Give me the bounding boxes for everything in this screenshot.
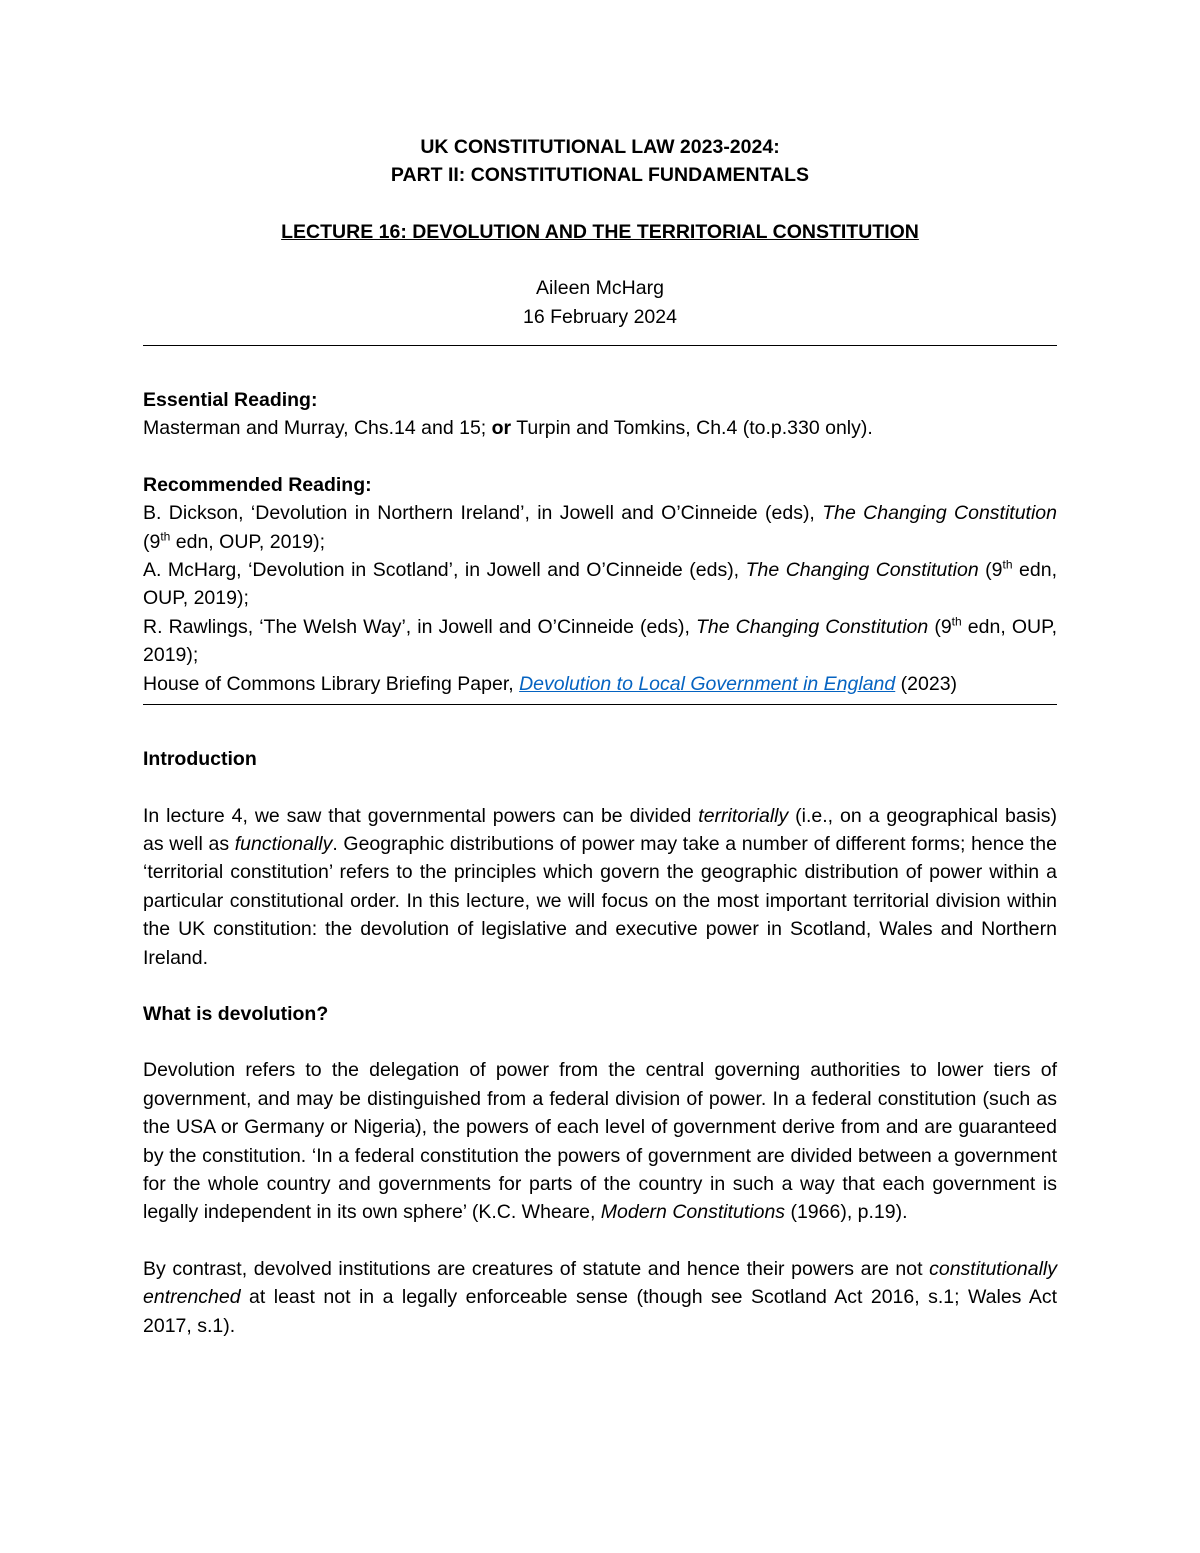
recommended-item <box>143 499 1057 556</box>
devolution-text: (1966), p.19). <box>785 1201 908 1224</box>
divider-bottom <box>143 704 1057 705</box>
briefing-paper-item <box>143 670 1057 698</box>
intro-em: functionally <box>234 832 333 855</box>
ref-text: (9 <box>143 530 161 553</box>
ref-title: The Changing Constitution <box>745 559 979 582</box>
ref-sup: th <box>160 529 171 544</box>
briefing-text: House of Commons Library Briefing Paper, <box>143 672 520 695</box>
devolution-paragraph-1 <box>143 1056 1057 1226</box>
intro-text: In lecture 4, we saw that governmental powers can be divided <box>143 804 699 827</box>
ref-text: B. Dickson, ‘Devolution in Northern Ireland’, in Jowell and O’Cinneide (eds), <box>143 502 823 525</box>
devolution-em: constitutionally entrenched <box>143 1257 1057 1309</box>
ref-text: (9 <box>928 615 952 638</box>
lecture-title: LECTURE 16: DEVOLUTION AND THE TERRITORIAL CONSTITUTION <box>281 220 919 243</box>
ref-text: (9 <box>978 559 1003 582</box>
essential-reading-text <box>143 414 1057 442</box>
essential-or: or <box>491 417 512 440</box>
essential-text-b: Turpin and Tomkins, Ch.4 (to.p.330 only). <box>511 417 873 440</box>
recommended-reading-heading: Recommended Reading: <box>143 473 372 496</box>
divider-top <box>143 345 1057 346</box>
devolution-text: at least not in a legally enforceable sense (though see Scotland Act 2016, s.1; Wales Act 2017, s.1). <box>143 1286 1057 1337</box>
devolution-heading: What is devolution? <box>143 1002 329 1025</box>
ref-title: The Changing Constitution <box>695 615 929 638</box>
ref-text: edn, OUP, 2019); <box>143 615 1057 667</box>
part-title: PART II: CONSTITUTIONAL FUNDAMENTALS <box>390 164 810 187</box>
ref-text: edn, OUP, 2019); <box>170 530 326 553</box>
essential-reading-heading: Essential Reading: <box>143 389 318 412</box>
ref-text: R. Rawlings, ‘The Welsh Way’, in Jowell and O’Cinneide (eds), <box>143 615 696 638</box>
recommended-item <box>143 556 1057 613</box>
introduction-heading: Introduction <box>143 748 257 771</box>
author-name: Aileen McHarg <box>536 277 664 300</box>
ref-title: The Changing Constitution <box>822 502 1057 525</box>
briefing-year: (2023) <box>895 672 958 695</box>
devolution-paragraph-2 <box>143 1255 1057 1340</box>
document-page <box>143 133 1057 1340</box>
devolution-text: Devolution refers to the delegation of power from the central governing authorities to lower tiers of government, and may be distinguished from a federal division of power. In a federal constitution (such as the USA or Germany or Nigeria), the powers of each level of government derive from and are guaranteed by the constitution. ‘In a federal constitution the powers of government are divided between a government for the whole country and governments for parts of the country in such a way that each government is legally independent in its own sphere’ (K.C. Wheare, <box>143 1059 1057 1224</box>
ref-text: edn, OUP, 2019); <box>143 559 1057 610</box>
recommended-item <box>143 613 1057 670</box>
ref-sup: th <box>1002 557 1013 572</box>
ref-text: A. McHarg, ‘Devolution in Scotland’, in Jowell and O’Cinneide (eds), <box>143 559 746 582</box>
intro-em: territorially <box>698 804 789 827</box>
course-title: UK CONSTITUTIONAL LAW 2023-2024: <box>420 136 780 158</box>
lecture-date: 16 February 2024 <box>523 305 677 328</box>
devolution-text: By contrast, devolved institutions are creatures of statute and hence their powers are not <box>143 1257 930 1280</box>
briefing-paper-link[interactable]: Devolution to Local Government in England <box>519 672 896 695</box>
author-block <box>143 274 1057 331</box>
introduction-paragraph <box>143 802 1057 972</box>
document-title <box>143 133 1057 190</box>
intro-text: . Geographic distributions of power may take a number of different forms; hence the ‘territorial constitution’ refers to the principles which govern the geographic distribution of power within a particular constitutional order. In this lecture, we will focus on the most important territorial division within the UK constitution: the devolution of legislative and executive power in Scotland, Wales and Northern Ireland. <box>143 832 1057 969</box>
essential-text-a: Masterman and Murray, Chs.14 and 15; <box>143 417 492 440</box>
devolution-em: Modern Constitutions <box>600 1201 786 1224</box>
intro-text: (i.e., on a geographical basis) as well as <box>143 804 1057 855</box>
ref-sup: th <box>951 614 962 629</box>
